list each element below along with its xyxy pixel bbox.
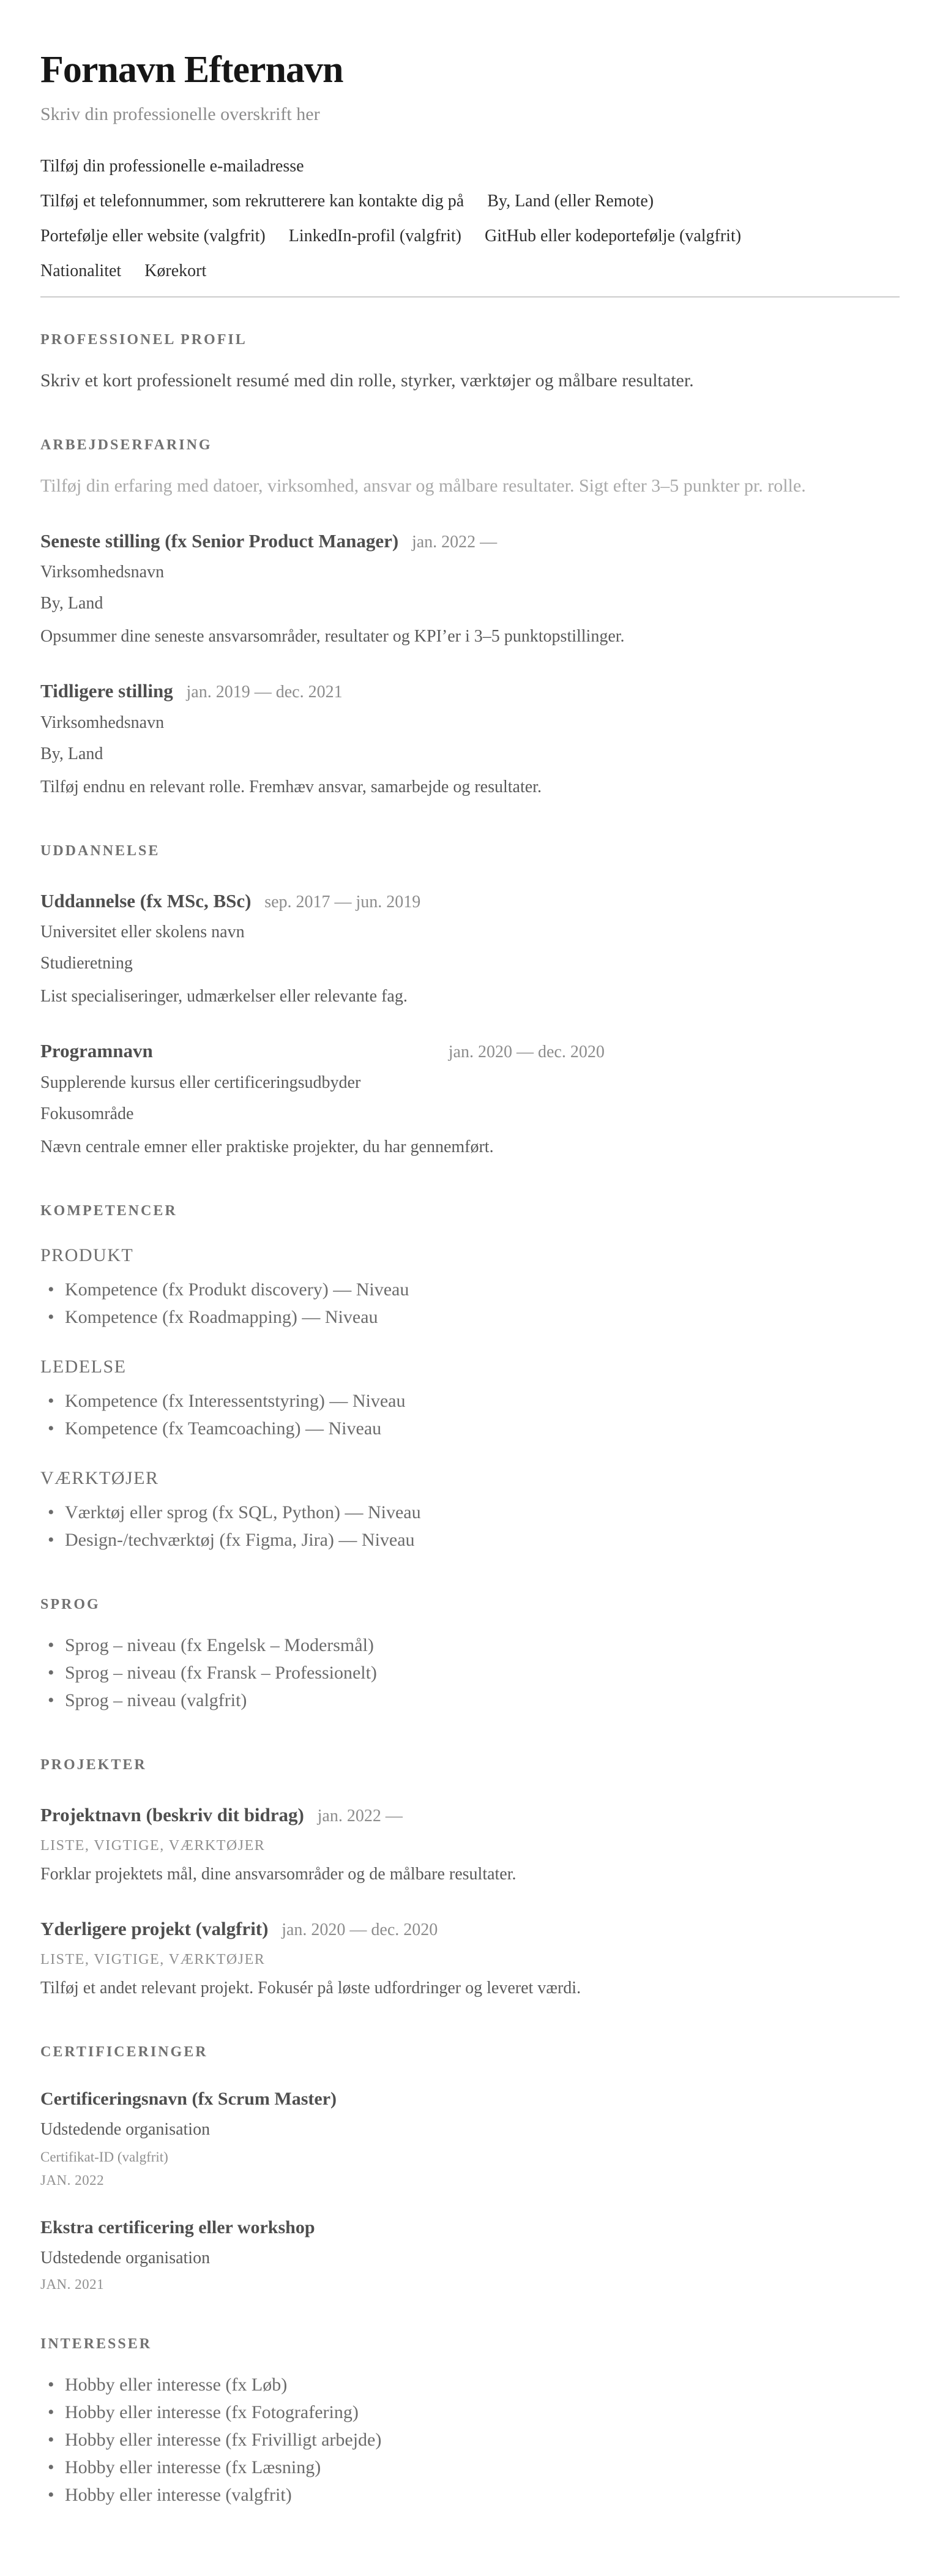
job-summary: Opsummer dine seneste ansvarsområder, resultater og KPI’er i 3–5 punktopstillinger. [40,627,625,646]
project-entry [40,1915,900,2001]
project-entry [40,1802,900,1887]
project-summary: Tilføj et andet relevant projekt. Fokusér på løste udfordringer og leveret værdi. [40,1979,581,1998]
skill-list-product [40,1276,900,1331]
section-label-certifications: CERTIFICERINGER [40,2044,208,2061]
section-languages [40,1597,900,1714]
education-dates: sep. 2017 — jun. 2019 [264,892,421,912]
certification-date: JAN. 2022 [40,2172,105,2188]
project-title: Projektnavn (beskriv dit bidrag) [40,1803,304,1825]
section-label-education: UDDANNELSE [40,842,160,859]
skill-item: • Kompetence (fx Teamcoaching) — Niveau [40,1415,900,1442]
job-dates: jan. 2022 — [411,533,498,552]
certification-organization: Udstedende organisation [40,2120,211,2140]
contact-nationality: Nationalitet [40,261,122,281]
company-name: Virksomhedsnavn [40,563,165,582]
section-education [40,843,900,1160]
contact-row-links [40,223,900,249]
education-entry [40,1038,900,1159]
contact-row-phone-location [40,189,900,214]
section-label-profile: PROFESSIONEL PROFIL [40,332,247,348]
resume-header [40,50,900,298]
interest-list [40,2371,900,2509]
interest-item: • Hobby eller interesse (fx Frivilligt arbejde) [40,2426,900,2454]
project-entry-title-row [40,1802,900,1828]
job-title: Tidligere stilling [40,680,173,702]
skill-item: • Kompetence (fx Roadmapping) — Niveau [40,1303,900,1331]
project-tools: LISTE, VIGTIGE, VÆRKTØJER [40,1838,266,1854]
section-interests [40,2336,900,2509]
skill-list-leadership [40,1387,900,1442]
section-label-interests: INTERESSER [40,2336,152,2353]
experience-entry-title-row [40,528,900,554]
skill-list-tools [40,1499,900,1554]
skill-item: • Kompetence (fx Interessentstyring) — Niveau [40,1387,900,1415]
language-item: • Sprog – niveau (fx Engelsk – Modersmål) [40,1631,900,1659]
section-label-projects: PROJEKTER [40,1756,147,1773]
interest-item: • Hobby eller interesse (valgfrit) [40,2481,900,2509]
language-item: • Sprog – niveau (valgfrit) [40,1687,900,1714]
education-note: Nævn centrale emner eller praktiske projekter, du har gennemført. [40,1137,494,1156]
contact-phone: Tilføj et telefonnummer, som rekrutterere kan kontakte dig på [40,192,464,211]
skill-item: • Kompetence (fx Produkt discovery) — Niveau [40,1276,900,1303]
skill-group-heading-product: PRODUKT [40,1245,134,1265]
contact-portfolio: Portefølje eller website (valgfrit) [40,227,266,246]
skill-item: • Design-/techværktøj (fx Figma, Jira) — Niveau [40,1526,900,1554]
institution-name: Universitet eller skolens navn [40,923,245,942]
project-summary: Forklar projektets mål, dine ansvarsområder og de målbare resultater. [40,1865,517,1884]
experience-entry-title-row [40,678,900,704]
certification-credential-id: Certifikat-ID (valgfrit) [40,2149,168,2165]
project-tools: LISTE, VIGTIGE, VÆRKTØJER [40,1952,266,1968]
contact-row-email [40,154,900,179]
section-label-skills: KOMPETENCER [40,1202,177,1219]
skill-item: • Værktøj eller sprog (fx SQL, Python) — Niveau [40,1499,900,1526]
contact-driving-license: Kørekort [144,261,207,281]
degree-title: Programnavn [40,1040,153,1062]
project-entry-title-row [40,1915,900,1942]
education-note: List specialiseringer, udmærkelser eller relevante fag. [40,987,408,1006]
company-name: Virksomhedsnavn [40,713,165,732]
certification-date: JAN. 2021 [40,2276,105,2292]
professional-headline: Skriv din professionelle overskrift her [40,104,320,125]
field-of-study: Studieretning [40,954,133,973]
contact-email: Tilføj din professionelle e-mailadresse [40,157,304,176]
profile-summary: Skriv et kort professionelt resumé med din rolle, styrker, værktøjer og målbare resultater. [40,370,694,391]
job-location: By, Land [40,594,103,613]
interest-item: • Hobby eller interesse (fx Løb) [40,2371,900,2398]
contact-linkedin: LinkedIn-profil (valgfrit) [288,227,461,246]
section-label-experience: ARBEJDSERFARING [40,437,212,454]
institution-name: Supplerende kursus eller certificeringsudbyder [40,1073,361,1092]
contact-location: By, Land (eller Remote) [487,192,654,211]
job-dates: jan. 2019 — dec. 2021 [186,683,343,702]
interest-item: • Hobby eller interesse (fx Fotografering) [40,2398,900,2426]
project-dates: jan. 2022 — [317,1806,403,1825]
section-experience [40,437,900,800]
project-title: Yderligere projekt (valgfrit) [40,1918,269,1940]
degree-title: Uddannelse (fx MSc, BSc) [40,889,252,912]
contact-row-misc [40,258,900,284]
certification-entry [40,2215,900,2293]
education-entry-title-row [40,888,900,914]
language-item: • Sprog – niveau (fx Fransk – Professionelt) [40,1659,900,1687]
experience-entry [40,528,900,650]
education-entry-title-row [40,1038,900,1064]
job-title: Seneste stilling (fx Senior Product Manager) [40,530,399,552]
certification-title: Ekstra certificering eller workshop [40,2217,315,2238]
field-of-study: Fokusområde [40,1104,134,1123]
education-entry [40,888,900,1009]
job-location: By, Land [40,744,103,763]
section-skills [40,1203,900,1554]
certification-entry [40,2086,900,2189]
contact-info [40,154,900,284]
certification-organization: Udstedende organisation [40,2248,211,2268]
experience-placeholder: Tilføj din erfaring med datoer, virksomhed, ansvar og målbare resultater. Sigt efter 3–5 punkter pr. rolle. [40,476,806,496]
certification-title: Certificeringsnavn (fx Scrum Master) [40,2089,337,2110]
skill-group-heading-tools: VÆRKTØJER [40,1467,159,1488]
skill-group-heading-leadership: LEDELSE [40,1356,127,1377]
job-summary: Tilføj endnu en relevant rolle. Fremhæv ansvar, samarbejde og resultater. [40,777,542,796]
language-list [40,1631,900,1714]
candidate-name: Fornavn Efternavn [40,49,343,91]
education-dates: jan. 2020 — dec. 2020 [448,1043,605,1062]
contact-github: GitHub eller kodeportefølje (valgfrit) [484,227,742,246]
section-profile [40,332,900,394]
interest-item: • Hobby eller interesse (fx Læsning) [40,2454,900,2481]
section-label-languages: SPROG [40,1596,100,1612]
section-certifications [40,2044,900,2293]
header-divider [40,296,900,298]
project-dates: jan. 2020 — dec. 2020 [282,1920,438,1940]
section-projects [40,1757,900,2002]
experience-entry [40,678,900,799]
